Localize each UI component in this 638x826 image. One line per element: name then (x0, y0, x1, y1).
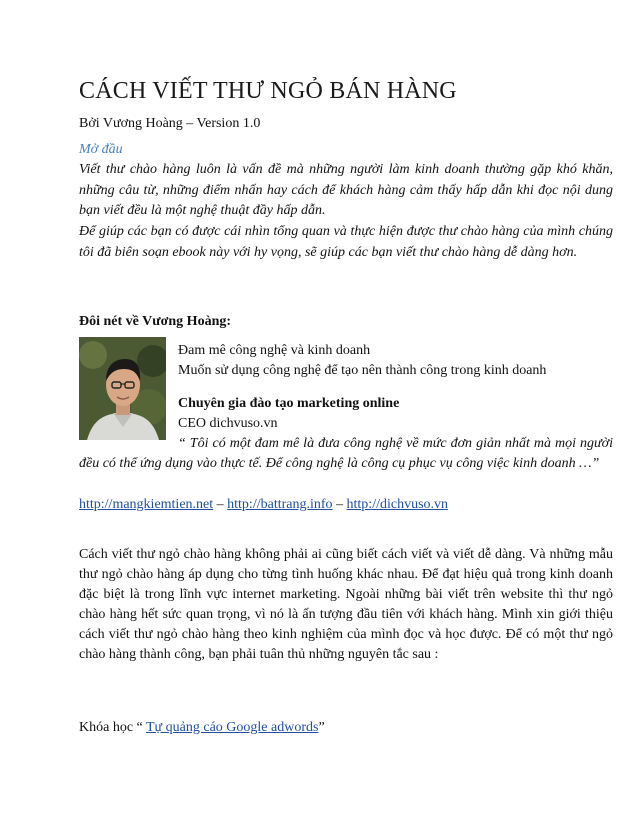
about-heading: Đôi nét về Vương Hoàng: (79, 314, 232, 329)
intro-paragraph-1: Viết thư chào hàng luôn là vấn đề mà những người làm kinh doanh thường gặp khó khăn, những câu từ, những điểm nhấn hay cách để khách hàng cảm thấy hấp dẫn khi đọc nội dung bạn viết đều là một nghệ thuật đầy hấp dẫn. (79, 162, 613, 218)
bio-line-expert: Chuyên gia đào tạo marketing online (178, 396, 400, 411)
course-prefix: Khóa học “ (79, 720, 146, 735)
link-separator: – (332, 497, 347, 512)
course-suffix: ” (318, 720, 325, 735)
course-line (79, 720, 325, 736)
author-photo (79, 337, 166, 440)
byline: Bởi Vương Hoàng – Version 1.0 (79, 116, 261, 131)
website-links (79, 497, 448, 513)
bio-line-ceo: CEO dichvuso.vn (178, 416, 278, 431)
intro-paragraph-2: Để giúp các bạn có được cái nhìn tổng quan và thực hiện được thư chào hàng của mình chúng tôi đã biên soạn ebook này với hy vọng, sẽ giúp các bạn viết thư chào hàng dễ dàng hơn. (79, 224, 613, 260)
link-dichvuso[interactable]: http://dichvuso.vn (346, 497, 449, 512)
bio-line-passion: Đam mê công nghệ và kinh doanh (178, 343, 371, 358)
document-title: CÁCH VIẾT THƯ NGỎ BÁN HÀNG (79, 78, 457, 104)
author-quote: “ Tôi có một đam mê là đưa công nghệ về mức đơn giản nhất mà mọi người đều có thể ứng dụng vào thực tế. Để công nghệ là công cụ phục vụ công việc kinh doanh …” (79, 436, 613, 471)
body-paragraph: Cách viết thư ngỏ chào hàng không phải ai cũng biết cách viết và viết dễ dàng. Và những mẫu thư ngỏ chào hàng áp dụng cho từng tình huống khác nhau. Để đạt hiệu quả trong kinh doanh đặc biệt là trong lĩnh vực internet marketing. Ngoài những bài viết trên website thì thư ngỏ chào hàng hết sức quan trọng, vì nó là ấn tượng đầu tiên với khách hàng. Mình xin giới thiệu cách viết thư ngỏ chào hàng theo kinh nghiệm của mình đọc và học được. Để có một thư ngỏ chào hàng thành công, bạn phải tuân thủ những nguyên tắc sau : (79, 547, 613, 662)
link-battrang[interactable]: http://battrang.info (227, 497, 333, 512)
link-separator: – (213, 497, 228, 512)
link-mangkiemtien[interactable]: http://mangkiemtien.net (79, 497, 214, 512)
bio-line-goal: Muốn sử dụng công nghệ để tạo nên thành công trong kinh doanh (178, 363, 547, 378)
intro-heading: Mở đầu (79, 142, 123, 157)
course-link[interactable]: Tự quảng cáo Google adwords (146, 720, 319, 735)
